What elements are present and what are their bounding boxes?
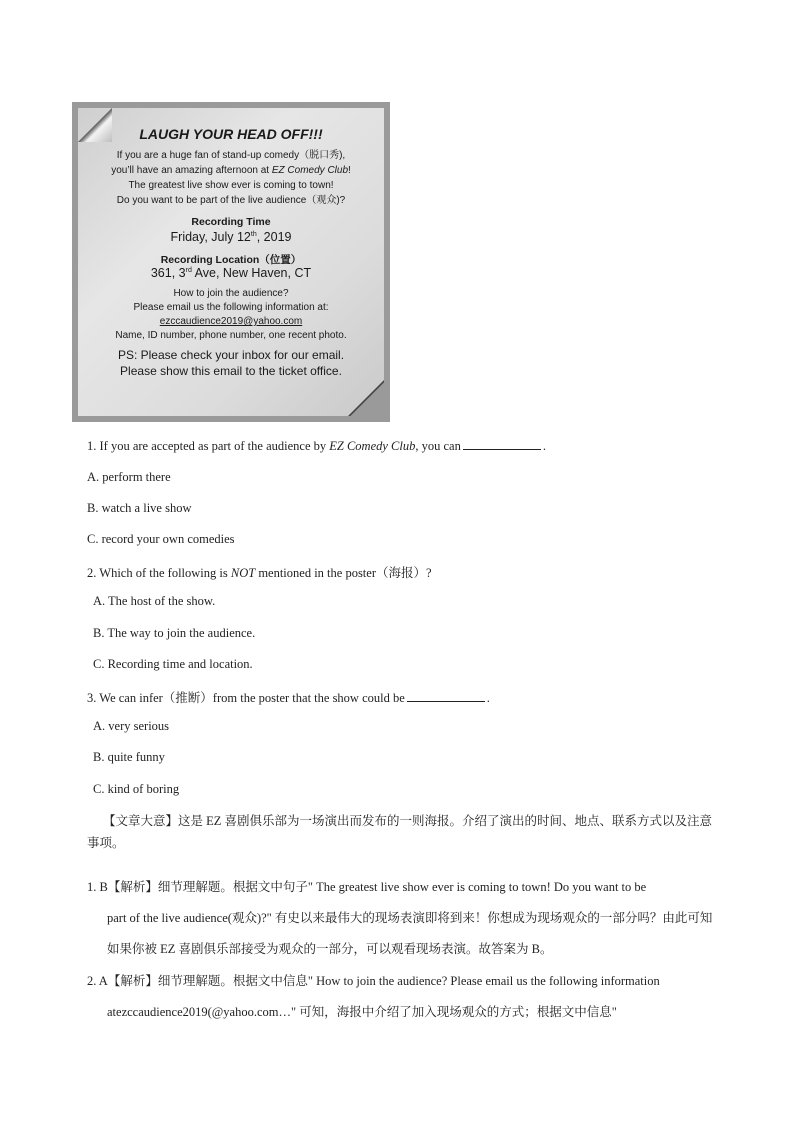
question-1-option-c: C. record your own comedies xyxy=(87,532,235,546)
poster-intro-line-1: If you are a huge fan of stand-up comedy（脱口秀), xyxy=(116,150,346,161)
recording-time-value: Friday, July 12th, 2019 xyxy=(170,230,292,244)
poster-intro-line-2: you’ll have an amazing afternoon at EZ Comedy Club! xyxy=(111,165,351,176)
poster-intro-line-4: Do you want to be part of the live audience（观众)? xyxy=(116,195,346,206)
join-line-4: Name, ID number, phone number, one recent photo. xyxy=(115,330,347,341)
poster-intro-line-3: The greatest live show ever is coming to town! xyxy=(128,180,334,191)
question-1-stem: 1. If you are accepted as part of the audience by EZ Comedy Club, you can . xyxy=(87,439,546,453)
question-1-option-b: B. watch a live show xyxy=(87,501,192,515)
answer-2-explanation: 2. A【解析】细节理解题。根据文中信息" How to join the audience? Please email us the following information atezccaudience2019(@yahoo.com…" 可知，海报中介绍了加入现场观众的方式；根据文中信息" xyxy=(87,974,660,1019)
ps-line-2: Please show this email to the ticket office. xyxy=(120,364,342,378)
join-line-2: Please email us the following information at: xyxy=(133,302,329,313)
question-3-option-c: C. kind of boring xyxy=(93,782,180,796)
email-link[interactable]: ezccaudience2019@yahoo.com xyxy=(159,316,303,327)
answer-blank[interactable] xyxy=(463,438,541,450)
join-line-1: How to join the audience? xyxy=(173,288,289,299)
question-2-option-c: C. Recording time and location. xyxy=(93,657,253,671)
question-3-option-a: A. very serious xyxy=(93,719,170,733)
poster-paper xyxy=(78,108,384,416)
question-2-option-b: B. The way to join the audience. xyxy=(93,626,256,640)
recording-time-label: Recording Time xyxy=(191,216,271,228)
recording-location-label: Recording Location（位置） xyxy=(160,254,302,266)
answer-1-explanation: 1. B【解析】细节理解题。根据文中句子" The greatest live show ever is coming to town! Do you want to be part of the live audience(观众)?" 有史以来最伟大的现场表演即将到来！你想成为现场观众的一部分吗？由此可知如果你被 EZ 喜剧俱乐部接受为观众的一部分，可以观看现场表演。故答案为 B。 xyxy=(87,880,713,956)
article-summary: 【文章大意】这是 EZ 喜剧俱乐部为一场演出而发布的一则海报。介绍了演出的时间、地点、联系方式以及注意事项。 xyxy=(87,814,713,850)
recording-location-value: 361, 3rd Ave, New Haven, CT xyxy=(150,266,312,280)
question-2-stem: 2. Which of the following is NOT mentioned in the poster（海报）? xyxy=(87,566,432,580)
ps-line-1: PS: Please check your inbox for our email. xyxy=(117,348,345,362)
answer-blank[interactable] xyxy=(407,690,485,702)
question-3-option-b: B. quite funny xyxy=(93,750,165,764)
question-2-option-a: A. The host of the show. xyxy=(93,594,216,608)
poster-title: LAUGH YOUR HEAD OFF!!! xyxy=(139,126,323,142)
question-3-stem: 3. We can infer（推断）from the poster that the show could be . xyxy=(87,691,490,705)
poster-image xyxy=(72,102,390,422)
page-curl-bottom-right xyxy=(348,380,384,416)
question-1-option-a: A. perform there xyxy=(87,470,171,484)
